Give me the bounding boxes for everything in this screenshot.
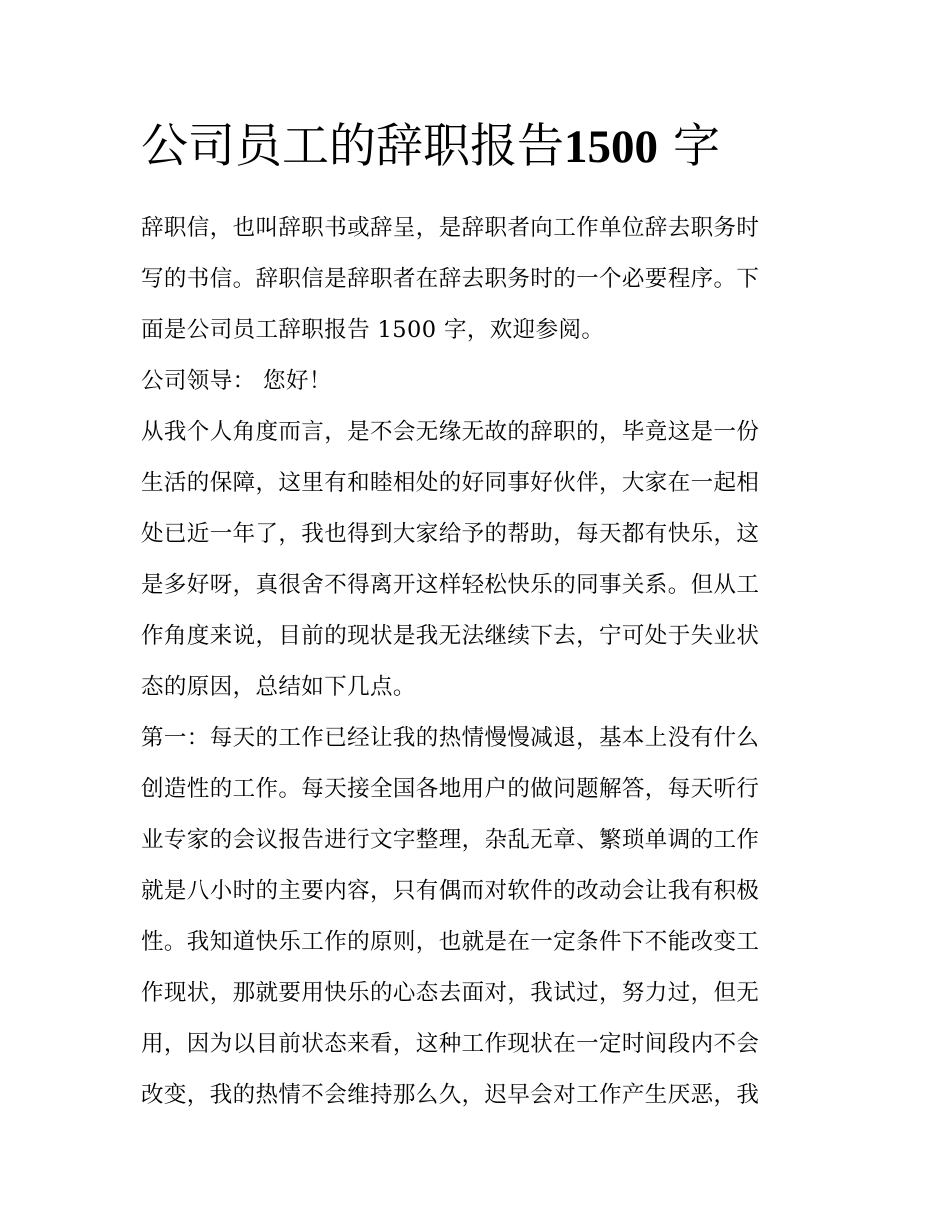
salutation-line: 公司领导： 您好！: [141, 368, 332, 394]
text-line: 第一：每天的工作已经让我的热情慢慢减退，基本上没有什么: [141, 725, 760, 751]
text-line: 作现状，那就要用快乐的心态去面对，我试过，努力过，但无: [141, 980, 760, 1006]
text-line: 是多好呀，真很舍不得离开这样轻松快乐的同事关系。但从工: [141, 572, 760, 598]
text-line: 就是八小时的主要内容，只有偶而对软件的改动会让我有积极: [141, 878, 760, 904]
text-line: 业专家的会议报告进行文字整理，杂乱无章、繁琐单调的工作: [141, 827, 760, 853]
text-line: 创造性的工作。每天接全国各地用户的做问题解答，每天听行: [141, 776, 760, 802]
text-line: 写的书信。辞职信是辞职者在辞去职务时的一个必要程序。下: [141, 266, 760, 292]
text-line: 生活的保障，这里有和睦相处的好同事好伙伴，大家在一起相: [141, 470, 760, 496]
text-line: 性。我知道快乐工作的原则，也就是在一定条件下不能改变工: [141, 929, 760, 955]
text-line: 用，因为以目前状态来看，这种工作现状在一定时间段内不会: [141, 1031, 760, 1057]
text-line: 从我个人角度而言，是不会无缘无故的辞职的，毕竟这是一份: [141, 419, 760, 445]
text-line: 面是公司员工辞职报告 1500 字，欢迎参阅。: [141, 317, 605, 343]
text-line: 态的原因，总结如下几点。: [141, 674, 416, 700]
title-number: 1500: [564, 121, 658, 173]
title-suffix: 字: [672, 119, 720, 174]
title-text: 公司员工的辞职报告: [141, 119, 564, 174]
text-line: 处已近一年了，我也得到大家给予的帮助，每天都有快乐，这: [141, 521, 760, 547]
text-line: 辞职信，也叫辞职书或辞呈，是辞职者向工作单位辞去职务时: [141, 215, 760, 241]
text-line: 改变，我的热情不会维持那么久，迟早会对工作产生厌恶，我: [141, 1082, 760, 1108]
document-title: [141, 112, 813, 182]
text-line: 作角度来说，目前的现状是我无法继续下去，宁可处于失业状: [141, 623, 760, 649]
document-body: [141, 112, 813, 1121]
